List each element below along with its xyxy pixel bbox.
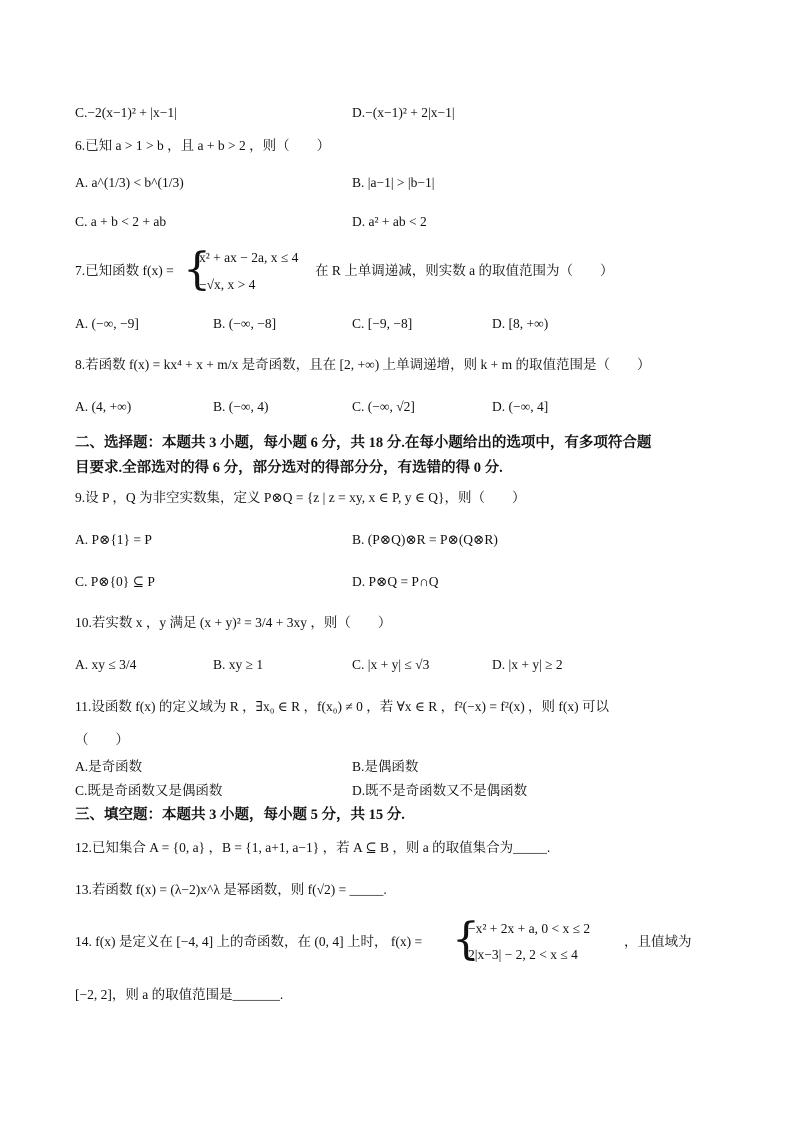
q14-line-2: [−2, 2]，则 a 的取值范围是_______. bbox=[75, 987, 284, 1002]
q11-stem: 11.设函数 f(x) 的定义域为 R ，∃x₀ ∈ R ，f(x₀) ≠ 0 ，若 ∀x ∈ R ，f²(−x) = f²(x) ，则 f(x) 可以 bbox=[75, 699, 610, 714]
q11-option-d: D.既不是奇函数又不是偶函数 bbox=[352, 783, 528, 798]
q10-option-b: B. xy ≥ 1 bbox=[213, 657, 264, 672]
q10-option-c: C. |x + y| ≤ √3 bbox=[352, 657, 430, 672]
q6-stem: 6.已知 a > 1 > b ，且 a + b > 2 ，则（ ） bbox=[75, 138, 331, 153]
q11-option-b: B.是偶函数 bbox=[352, 759, 419, 774]
q14-suffix: ，且值域为 bbox=[624, 934, 692, 949]
q9-stem: 9.设 P ，Q 为非空实数集，定义 P⊗Q = {z | z = xy, x ∈ P, y ∈ Q}，则（ ） bbox=[75, 490, 526, 505]
q14-case-2: 2|x−3| − 2, 2 < x ≤ 4 bbox=[468, 947, 578, 962]
q8-stem: 8.若函数 f(x) = kx⁴ + x + m/x 是奇函数，且在 [2, +∞) 上单调递增，则 k + m 的取值范围是（ ） bbox=[75, 357, 651, 372]
q8-option-a: A. (4, +∞) bbox=[75, 399, 132, 414]
q10-option-a: A. xy ≤ 3/4 bbox=[75, 657, 137, 672]
q8-option-d: D. (−∞, 4] bbox=[492, 399, 549, 414]
q10-stem: 10.若实数 x ，y 满足 (x + y)² = 3/4 + 3xy ，则（ ） bbox=[75, 615, 392, 630]
q5-option-d: D.−(x−1)² + 2|x−1| bbox=[352, 105, 455, 120]
q11-option-a: A.是奇函数 bbox=[75, 759, 143, 774]
q7-prefix: 7.已知函数 f(x) = bbox=[75, 263, 174, 278]
q9-option-c: C. P⊗{0} ⊆ P bbox=[75, 574, 155, 589]
q9-option-b: B. (P⊗Q)⊗R = P⊗(Q⊗R) bbox=[352, 532, 498, 547]
q14-piecewise-brace: { bbox=[452, 914, 480, 965]
q7-suffix: 在 R 上单调递减，则实数 a 的取值范围为（ ） bbox=[315, 263, 614, 278]
q13-stem: 13.若函数 f(x) = (λ−2)x^λ 是幂函数，则 f(√2) = _____. bbox=[75, 882, 387, 897]
q8-option-c: C. (−∞, √2] bbox=[352, 399, 415, 414]
q11-option-c: C.既是奇函数又是偶函数 bbox=[75, 783, 223, 798]
section-3-heading: 三、填空题：本题共 3 小题，每小题 5 分，共 15 分. bbox=[75, 807, 405, 823]
section-2-heading-line-1: 二、选择题：本题共 3 小题，每小题 6 分，共 18 分.在每小题给出的选项中，有多项符合题 bbox=[75, 435, 652, 451]
q8-option-b: B. (−∞, 4) bbox=[213, 399, 269, 414]
q7-option-c: C. [−9, −8] bbox=[352, 316, 413, 331]
q6-option-b: B. |a−1| > |b−1| bbox=[352, 175, 435, 190]
q14-prefix: 14. f(x) 是定义在 [−4, 4] 上的奇函数，在 (0, 4] 上时， f(x) = bbox=[75, 934, 423, 949]
q12-stem: 12.已知集合 A = {0, a} ，B = {1, a+1, a−1} ，若 A ⊆ B ，则 a 的取值集合为_____. bbox=[75, 840, 551, 855]
section-2-heading-line-2: 目要求.全部选对的得 6 分，部分选对的得部分分，有选错的得 0 分. bbox=[75, 460, 503, 476]
q5-option-c: C.−2(x−1)² + |x−1| bbox=[75, 105, 177, 120]
q7-option-b: B. (−∞, −8] bbox=[213, 316, 277, 331]
q14-case-1: −x² + 2x + a, 0 < x ≤ 2 bbox=[468, 921, 591, 936]
q10-option-d: D. |x + y| ≥ 2 bbox=[492, 657, 563, 672]
q6-option-c: C. a + b < 2 + ab bbox=[75, 214, 167, 229]
q6-option-d: D. a² + ab < 2 bbox=[352, 214, 427, 229]
q7-piecewise-brace: { bbox=[183, 244, 211, 295]
q9-option-a: A. P⊗{1} = P bbox=[75, 532, 152, 547]
q7-case-1: x² + ax − 2a, x ≤ 4 bbox=[199, 250, 299, 265]
q7-option-a: A. (−∞, −9] bbox=[75, 316, 139, 331]
q6-option-a: A. a^(1/3) < b^(1/3) bbox=[75, 175, 184, 190]
q7-option-d: D. [8, +∞) bbox=[492, 316, 549, 331]
q11-answer-paren: （ ） bbox=[75, 732, 129, 747]
q9-option-d: D. P⊗Q = P∩Q bbox=[352, 574, 439, 589]
q7-case-2: −√x, x > 4 bbox=[199, 277, 256, 292]
